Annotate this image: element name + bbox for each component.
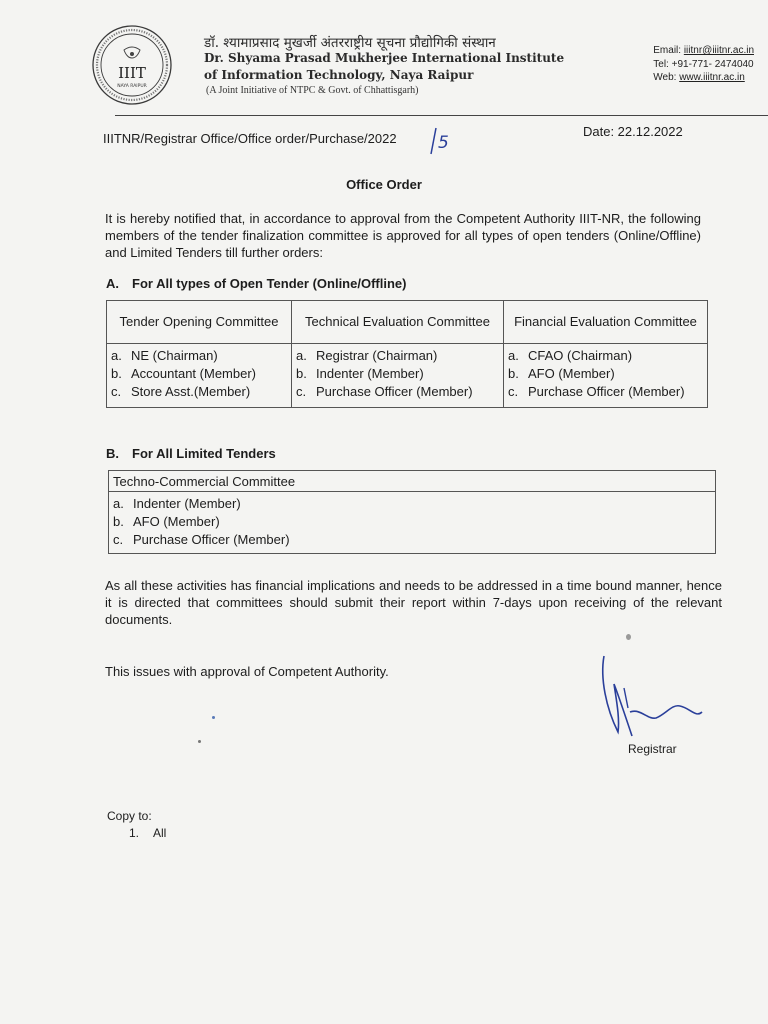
scan-speck bbox=[212, 716, 215, 719]
section-a-heading bbox=[106, 276, 406, 291]
list-marker: b. bbox=[111, 366, 122, 381]
member-role: Indenter (Member) bbox=[316, 366, 424, 381]
copy-to-block bbox=[107, 808, 166, 842]
section-b-title: For All Limited Tenders bbox=[132, 446, 276, 461]
list-item bbox=[113, 531, 711, 549]
tender-opening-members bbox=[107, 344, 292, 408]
member-role: Purchase Officer (Member) bbox=[133, 532, 290, 547]
table-row bbox=[107, 344, 708, 408]
list-marker: c. bbox=[296, 384, 307, 399]
column-header: Techno-Commercial Committee bbox=[109, 471, 716, 492]
table-row bbox=[109, 492, 716, 554]
scan-speck bbox=[198, 740, 201, 743]
list-item bbox=[113, 513, 711, 531]
member-role: CFAO (Chairman) bbox=[528, 348, 633, 363]
web-label: Web: bbox=[653, 72, 680, 83]
member-role: Purchase Officer (Member) bbox=[528, 384, 685, 399]
list-item bbox=[111, 365, 287, 383]
list-item bbox=[111, 383, 287, 401]
column-header: Technical Evaluation Committee bbox=[292, 301, 504, 344]
registrar-signature bbox=[590, 648, 710, 740]
copy-to-label: Copy to: bbox=[107, 809, 152, 823]
joint-initiative-note: (A Joint Initiative of NTPC & Govt. of Chhattisgarh) bbox=[206, 85, 419, 96]
approval-statement: This issues with approval of Competent Authority. bbox=[105, 664, 389, 679]
institute-name-hindi: डॉ. श्यामाप्रसाद मुखर्जी अंतरराष्ट्रीय सूचना प्रौद्योगिकी संस्थान bbox=[204, 35, 496, 51]
email-link[interactable]: iiitnr@iiitnr.ac.in bbox=[683, 45, 754, 56]
table-header-row bbox=[107, 301, 708, 344]
limited-tender-committee-table bbox=[108, 470, 716, 554]
list-item bbox=[508, 365, 703, 383]
handwritten-digit: 5 bbox=[438, 133, 449, 153]
list-item bbox=[296, 383, 499, 401]
section-a-letter: A. bbox=[106, 276, 119, 291]
logo-subtext: NAYA RAIPUR bbox=[117, 84, 147, 89]
institute-name-line2: of Information Technology, Naya Raipur bbox=[204, 68, 474, 82]
list-item bbox=[508, 383, 703, 401]
open-tender-committee-table bbox=[106, 300, 708, 408]
handwritten-reference-suffix bbox=[428, 124, 460, 156]
member-role: Store Asst.(Member) bbox=[131, 384, 251, 399]
column-header: Financial Evaluation Committee bbox=[504, 301, 708, 344]
list-item bbox=[296, 365, 499, 383]
reference-number: IIITNR/Registrar Office/Office order/Purchase/2022 bbox=[103, 131, 397, 146]
list-marker: 1. bbox=[129, 826, 140, 840]
closing-paragraph: As all these activities has financial implications and needs to be addressed in a time bound manner, hence it is directed that committees should submit their report within 7-days upon receiving of the relevant documents. bbox=[105, 578, 722, 627]
member-role: Purchase Officer (Member) bbox=[316, 384, 473, 399]
signatory-title: Registrar bbox=[628, 742, 677, 756]
contact-block bbox=[653, 44, 754, 85]
techno-commercial-members bbox=[109, 492, 716, 554]
section-b-letter: B. bbox=[106, 446, 119, 461]
technical-evaluation-members bbox=[292, 344, 504, 408]
institute-name-line1: Dr. Shyama Prasad Mukherjee International Institute bbox=[204, 51, 565, 65]
member-role: Accountant (Member) bbox=[131, 366, 256, 381]
copy-recipient: All bbox=[153, 826, 167, 840]
contact-web bbox=[653, 71, 754, 85]
list-marker: b. bbox=[296, 366, 307, 381]
list-marker: b. bbox=[113, 514, 124, 529]
list-item bbox=[508, 347, 703, 365]
email-label: Email: bbox=[653, 45, 684, 56]
member-role: NE (Chairman) bbox=[131, 348, 218, 363]
member-role: Indenter (Member) bbox=[133, 496, 241, 511]
contact-tel: Tel: +91-771- 2474040 bbox=[653, 58, 754, 70]
list-marker: a. bbox=[111, 348, 122, 363]
list-marker: a. bbox=[113, 496, 124, 511]
institute-logo bbox=[91, 24, 173, 106]
member-role: Registrar (Chairman) bbox=[316, 348, 438, 363]
member-role: AFO (Member) bbox=[528, 366, 615, 381]
logo-text: IIIT bbox=[118, 64, 146, 82]
member-role: AFO (Member) bbox=[133, 514, 220, 529]
section-b-heading bbox=[106, 446, 276, 461]
list-marker: c. bbox=[111, 384, 122, 399]
list-marker: a. bbox=[296, 348, 307, 363]
list-marker: b. bbox=[508, 366, 519, 381]
list-marker: c. bbox=[113, 532, 124, 547]
order-date: Date: 22.12.2022 bbox=[583, 124, 683, 139]
financial-evaluation-members bbox=[504, 344, 708, 408]
web-link[interactable]: www.iiitnr.ac.in bbox=[679, 72, 745, 83]
table-header-row bbox=[109, 471, 716, 492]
list-item bbox=[113, 495, 711, 513]
page-title: Office Order bbox=[346, 177, 422, 192]
list-item bbox=[107, 825, 166, 842]
intro-paragraph: It is hereby notified that, in accordance to approval from the Competent Authority IIIT-NR, the following members of the tender finalization committee is approved for all types of open tenders (Online/Offline) and Limited Tenders till further orders: bbox=[105, 211, 701, 260]
scan-speck bbox=[626, 634, 631, 640]
list-marker: c. bbox=[508, 384, 519, 399]
letterhead-divider bbox=[115, 115, 768, 116]
contact-email bbox=[653, 44, 754, 58]
column-header: Tender Opening Committee bbox=[107, 301, 292, 344]
list-item bbox=[111, 347, 287, 365]
section-a-title: For All types of Open Tender (Online/Offline) bbox=[132, 276, 407, 291]
list-item bbox=[296, 347, 499, 365]
list-marker: a. bbox=[508, 348, 519, 363]
